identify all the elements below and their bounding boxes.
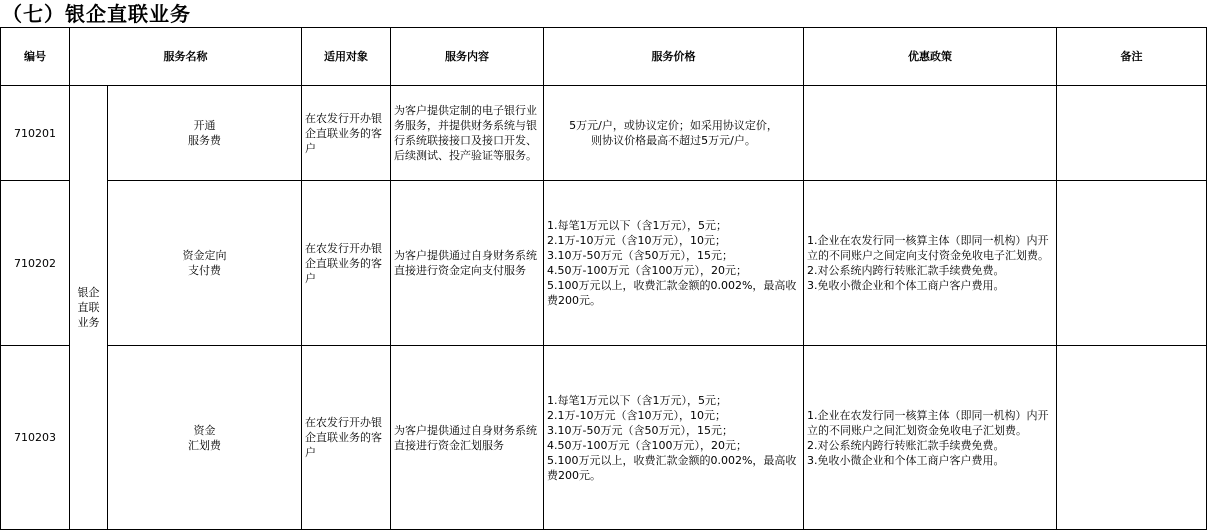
header-target: 适用对象 [302, 28, 391, 86]
row-service-name: 资金定向 支付费 [108, 181, 302, 346]
row-content: 为客户提供通过自身财务系统直接进行资金定向支付服务 [391, 181, 544, 346]
row-target: 在农发行开办银企直联业务的客户 [302, 181, 391, 346]
row-content: 为客户提供定制的电子银行业务服务，并提供财务系统与银行系统联接接口及接口开发、后续测试、投产验证等服务。 [391, 86, 544, 181]
header-note: 备注 [1057, 28, 1207, 86]
row-service-name: 开通 服务费 [108, 86, 302, 181]
row-target: 在农发行开办银企直联业务的客户 [302, 346, 391, 530]
section-title: （七）银企直联业务 [2, 2, 191, 26]
row-service-name: 资金 汇划费 [108, 346, 302, 530]
category-cell: 银企 直联 业务 [70, 86, 108, 530]
row-policy: 1.企业在农发行同一核算主体（即同一机构）内开立的不同账户之间汇划资金免收电子汇划费。 2.对公系统内跨行转账汇款手续费免费。 3.免收小微企业和个体工商户客户费用。 [804, 346, 1057, 530]
table-row [1, 346, 1207, 530]
header-code: 编号 [1, 28, 70, 86]
row-target: 在农发行开办银企直联业务的客户 [302, 86, 391, 181]
header-price: 服务价格 [544, 28, 804, 86]
header-policy: 优惠政策 [804, 28, 1057, 86]
row-price: 5万元/户，或协议定价；如采用协议定价， 则协议价格最高不超过5万元/户。 [544, 86, 804, 181]
header-name: 服务名称 [70, 28, 302, 86]
fee-table [0, 27, 1207, 530]
row-price: 1.每笔1万元以下（含1万元），5元； 2.1万-10万元（含10万元），10元； 3.10万-50万元（含50万元），15元； 4.50万-100万元（含100万元），20元； 5.100万元以上，收费汇款金额的0.002%，最高收费200元。 [544, 346, 804, 530]
row-code: 710203 [1, 346, 70, 530]
row-note [1057, 346, 1207, 530]
table-row [1, 86, 1207, 181]
row-price: 1.每笔1万元以下（含1万元），5元； 2.1万-10万元（含10万元），10元； 3.10万-50万元（含50万元），15元； 4.50万-100万元（含100万元），20元； 5.100万元以上，收费汇款金额的0.002%，最高收费200元。 [544, 181, 804, 346]
header-content: 服务内容 [391, 28, 544, 86]
row-policy [804, 86, 1057, 181]
row-policy: 1.企业在农发行同一核算主体（即同一机构）内开立的不同账户之间定向支付资金免收电子汇划费。 2.对公系统内跨行转账汇款手续费免费。 3.免收小微企业和个体工商户客户费用。 [804, 181, 1057, 346]
row-note [1057, 86, 1207, 181]
row-code: 710201 [1, 86, 70, 181]
table-row [1, 181, 1207, 346]
row-content: 为客户提供通过自身财务系统直接进行资金汇划服务 [391, 346, 544, 530]
row-note [1057, 181, 1207, 346]
row-code: 710202 [1, 181, 70, 346]
header-row [1, 28, 1207, 86]
